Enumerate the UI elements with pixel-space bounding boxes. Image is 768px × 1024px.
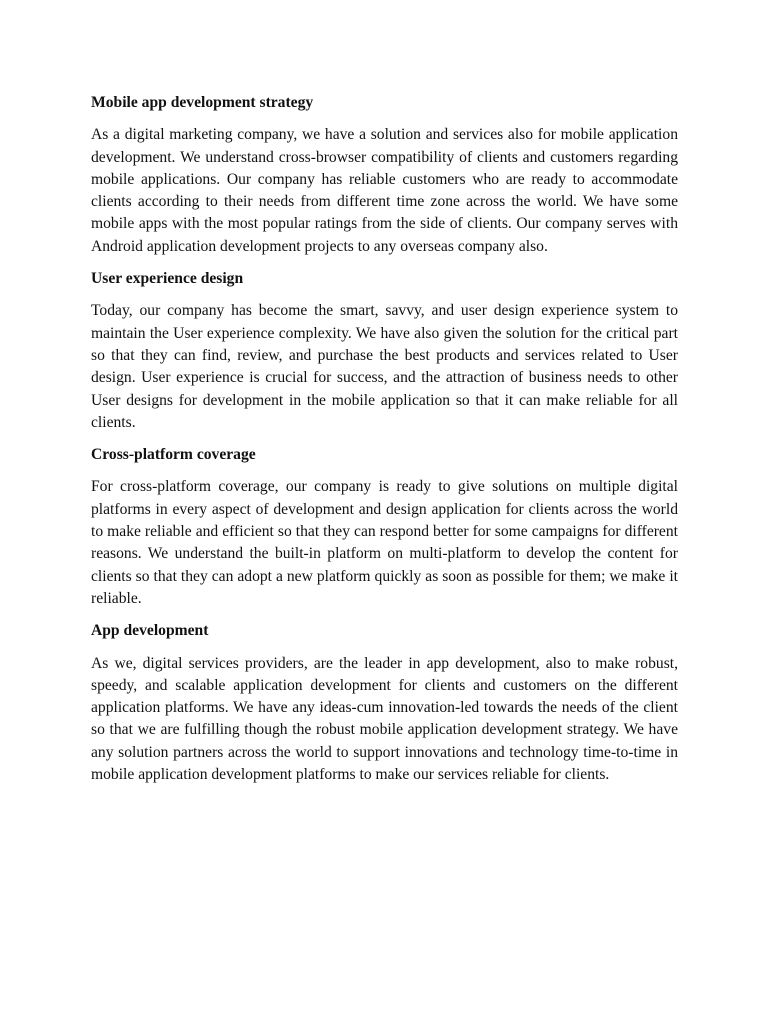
- section-heading: App development: [91, 622, 209, 640]
- section-paragraph: As a digital marketing company, we have a solution and services also for mobile application development. We understand cross-browser compatibility of clients and customers regarding mobile applications. Our company has reliable customers who are ready to accommodate clients according to their needs from different time zone across the world. We have some mobile apps with the most popular ratings from the side of clients. Our company serves with Android application development projects to any overseas company also.: [91, 126, 678, 255]
- section-heading: Cross-platform coverage: [91, 446, 256, 464]
- section-paragraph: For cross-platform coverage, our company is ready to give solutions on multiple digital platforms in every aspect of development and design application for clients across the world to make reliable and efficient so that they can respond better for some campaigns for different reasons. We understand the built-in platform on multi-platform to develop the content for clients so that they can adopt a new platform quickly as soon as possible for them; we make it reliable.: [91, 478, 678, 607]
- section-cross-platform-coverage: [91, 444, 678, 610]
- section-paragraph: As we, digital services providers, are the leader in app development, also to make robust, speedy, and scalable application development for clients and customers on the different application platforms. We have any ideas-cum innovation-led towards the needs of the client so that we are fulfilling though the robust mobile application development strategy. We have any solution partners across the world to support innovations and technology time-to-time in mobile application development platforms to make our services reliable for clients.: [91, 654, 678, 784]
- section-app-development: [91, 620, 678, 786]
- document-page: [91, 92, 678, 796]
- section-heading: User experience design: [91, 270, 244, 288]
- section-paragraph: Today, our company has become the smart, savvy, and user design experience system to maintain the User experience complexity. We have also given the solution for the critical part so that they can find, review, and purchase the best products and services related to User design. User experience is crucial for success, and the attraction of business needs to other User designs for development in the mobile application so that it can make reliable for all clients.: [91, 302, 678, 431]
- section-mobile-app-development-strategy: [91, 92, 678, 258]
- section-user-experience-design: [91, 268, 678, 434]
- section-heading: Mobile app development strategy: [91, 94, 314, 111]
